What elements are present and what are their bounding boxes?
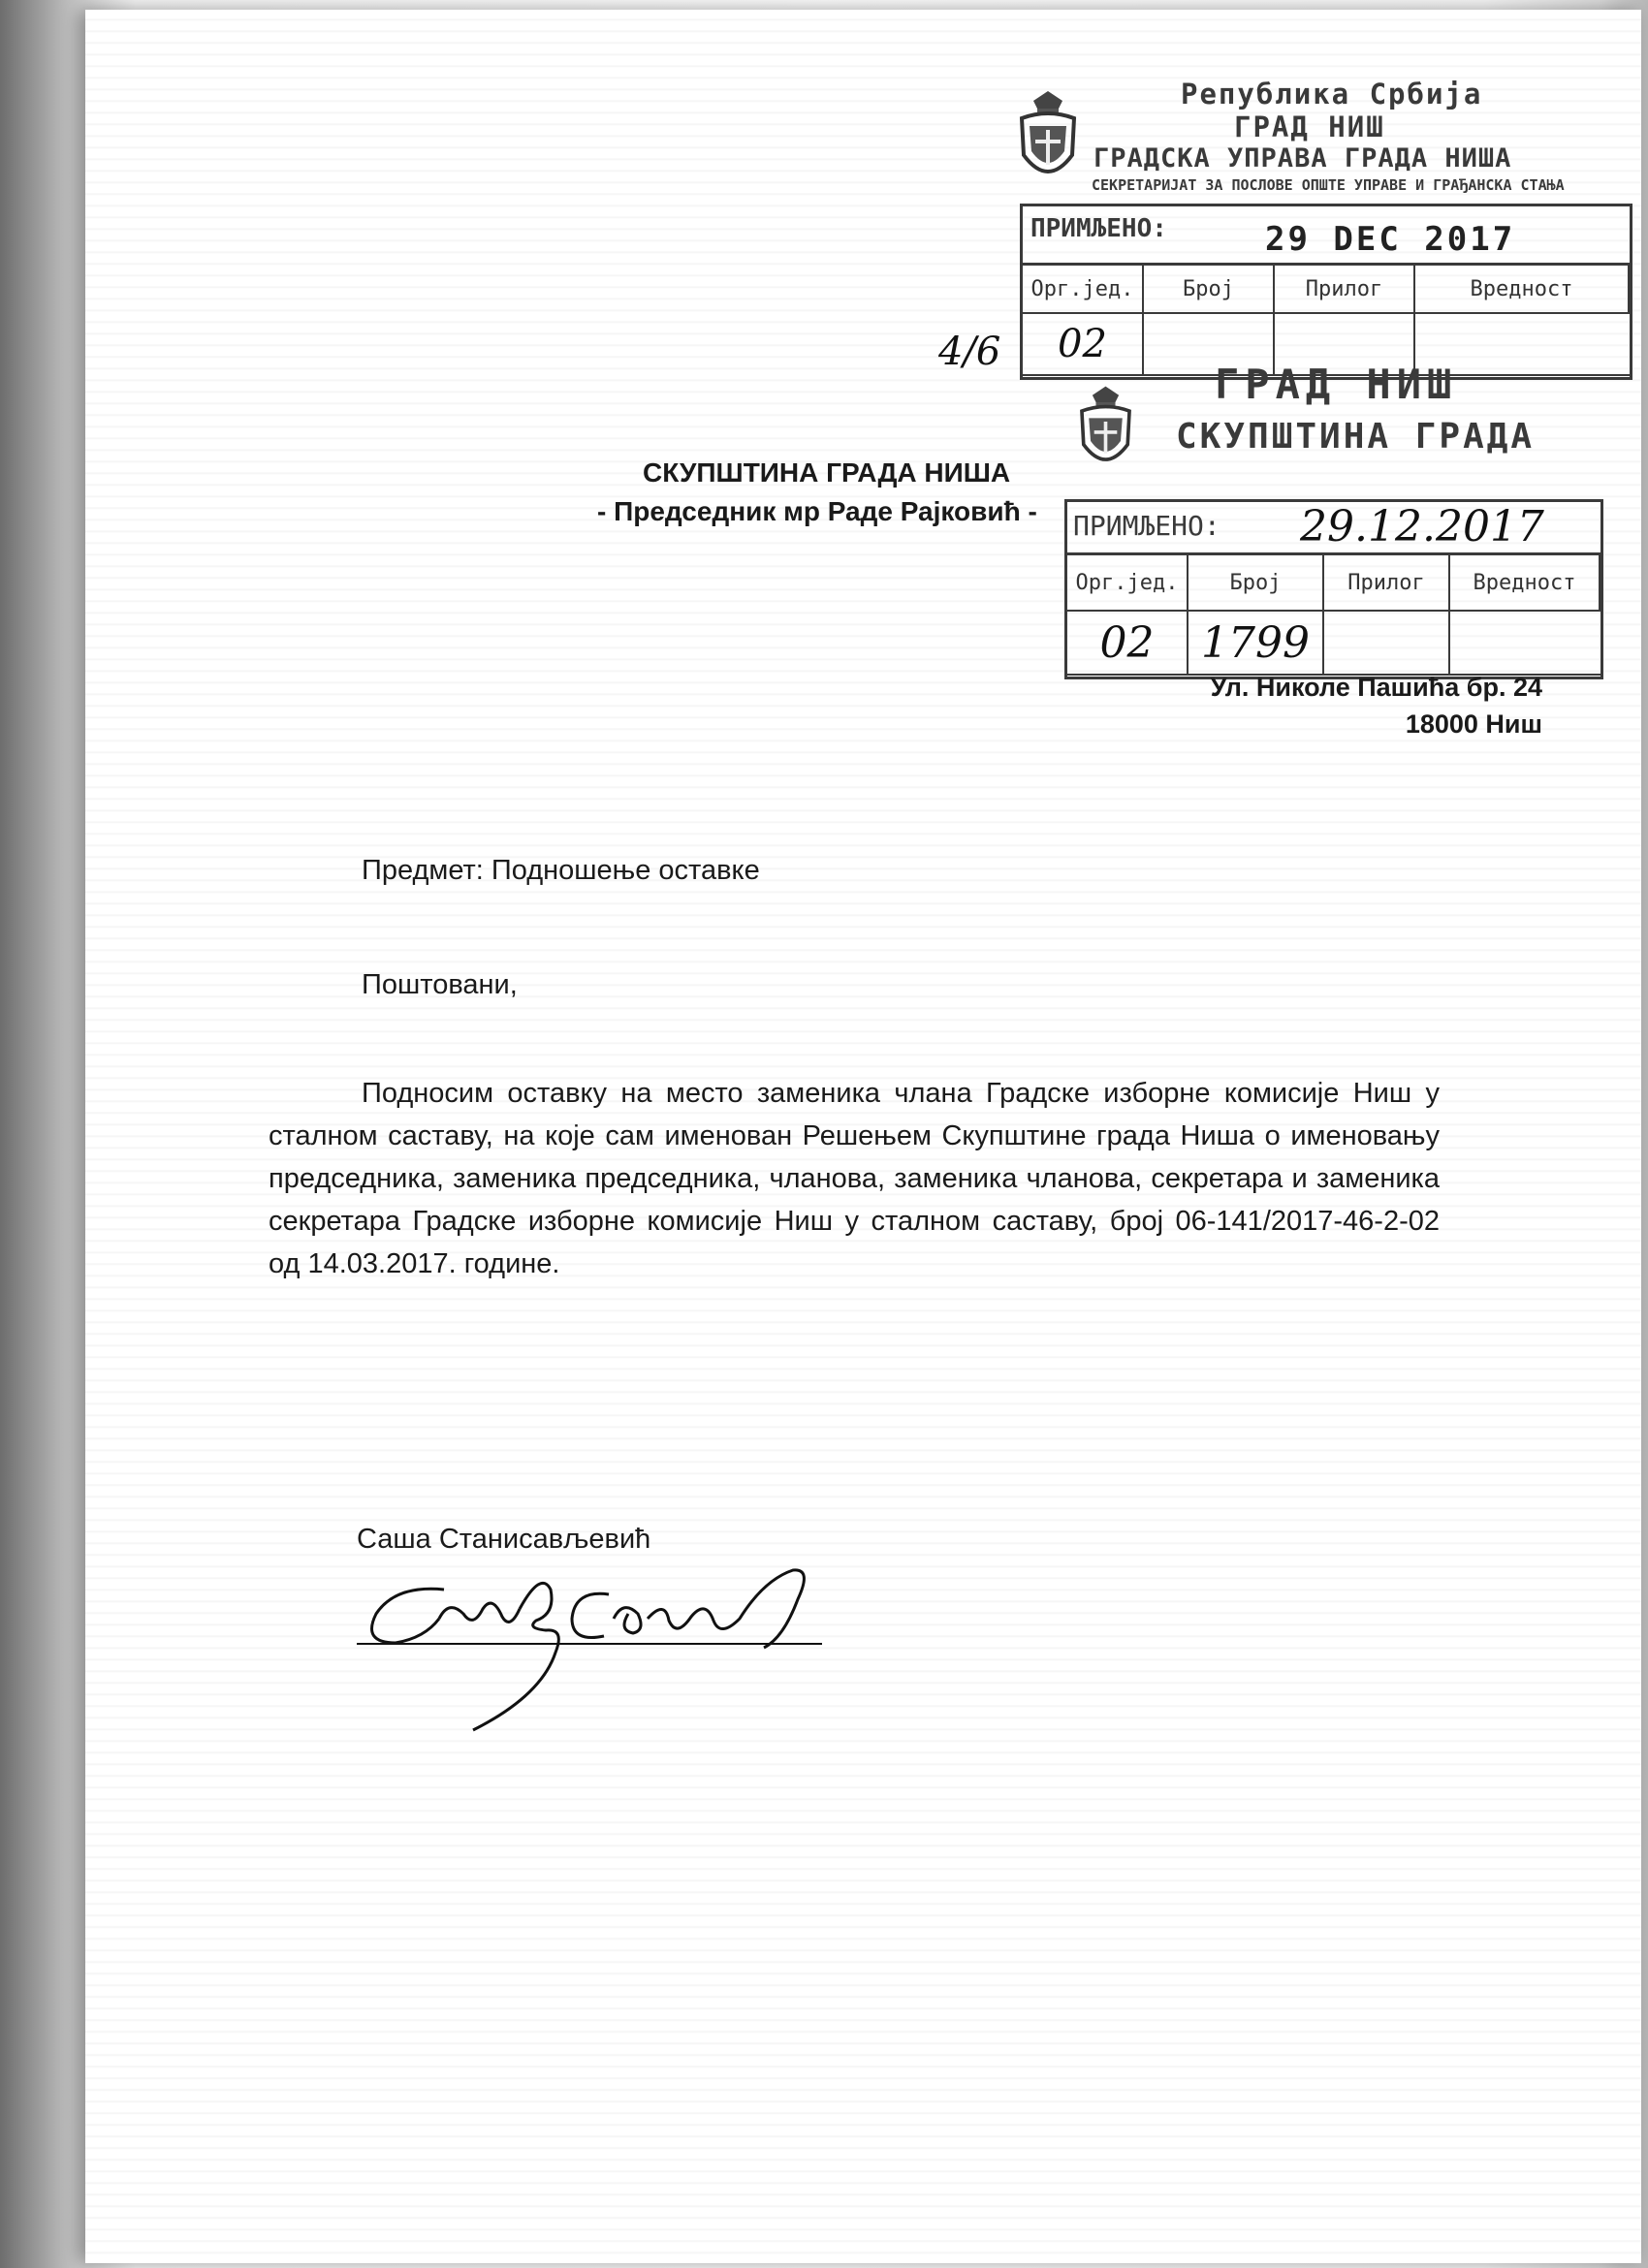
stamp1-date: 29 DEC 2017: [1265, 220, 1516, 259]
address-street: Ул. Николе Пашића бр. 24: [1210, 673, 1542, 702]
document-page: [85, 10, 1641, 2263]
coat-of-arms-icon: [1014, 87, 1082, 194]
stamp1-col-org: Орг.јед.: [1023, 266, 1144, 314]
stamp2-box: [1064, 499, 1603, 679]
stamp2-col-att: Прилог: [1324, 555, 1450, 612]
subject-line: [362, 855, 760, 887]
stamp2-org-value: 02: [1067, 612, 1188, 676]
stamp2-received-label: ПРИМЉЕНО:: [1073, 510, 1220, 542]
stamp1-col-num: Број: [1144, 266, 1275, 314]
stamp1-received-label: ПРИМЉЕНО:: [1030, 214, 1167, 243]
recipient-org: СКУПШТИНА ГРАДА НИША: [643, 457, 1011, 488]
stamp1-secretariat: СЕКРЕТАРИЈАТ ЗА ПОСЛОВЕ ОПШТЕ УПРАВЕ И ГРАЂАНСКА СТАЊА: [1092, 176, 1565, 194]
coat-of-arms-icon: [1074, 383, 1137, 480]
body-paragraph: Подносим оставку на место заменика члана Градске изборне комисије Ниш у сталном саставу, на које сам именован Решењем Скупштине града Ниша о именовању председника, заменика председника, чланова, заменика чланова, секретара и заменика секретара Градске изборне комисије Ниш у сталном саставу, број 06-141/2017-46-2-02 од 14.03.2017. године.: [269, 1078, 1440, 1279]
stamp2-col-val: Вредност: [1450, 555, 1600, 612]
subject-text: Подношење оставке: [491, 855, 760, 886]
signatory-name: Саша Станисављевић: [357, 1524, 651, 1555]
margin-note: 4/6: [938, 330, 1001, 374]
stamp1-city: ГРАД НИШ: [1234, 110, 1385, 143]
stamp2-date: 29.12.2017: [1300, 502, 1544, 551]
salutation: Поштовани,: [362, 969, 518, 1000]
stamp1-org-value: 02: [1023, 314, 1144, 376]
stamp1-col-att: Прилог: [1275, 266, 1415, 314]
handwritten-signature-icon: [357, 1560, 861, 1735]
address-city: 18000 Ниш: [1405, 709, 1542, 739]
recipient-person: - Председник мр Раде Рајковић -: [597, 496, 1037, 526]
stamp1-admin: ГРАДСКА УПРАВА ГРАДА НИША: [1093, 143, 1512, 173]
stamp2-num-value: 1799: [1188, 612, 1324, 676]
stamp2-val-cell: [1450, 612, 1600, 676]
subject-label: Предмет:: [362, 855, 484, 886]
stamp2-att-cell: [1324, 612, 1450, 676]
stamp2-col-org: Орг.јед.: [1067, 555, 1188, 612]
stamp1-republic: Република Србија: [1181, 78, 1483, 110]
stamp2-col-num: Број: [1188, 555, 1324, 612]
stamp2-city: ГРАД НИШ: [1215, 361, 1458, 408]
stamp2-table: [1067, 552, 1600, 677]
stamp1-col-val: Вредност: [1415, 266, 1630, 314]
stamp1-box: [1020, 204, 1632, 380]
stamp2-assembly: СКУПШТИНА ГРАДА: [1176, 417, 1536, 457]
